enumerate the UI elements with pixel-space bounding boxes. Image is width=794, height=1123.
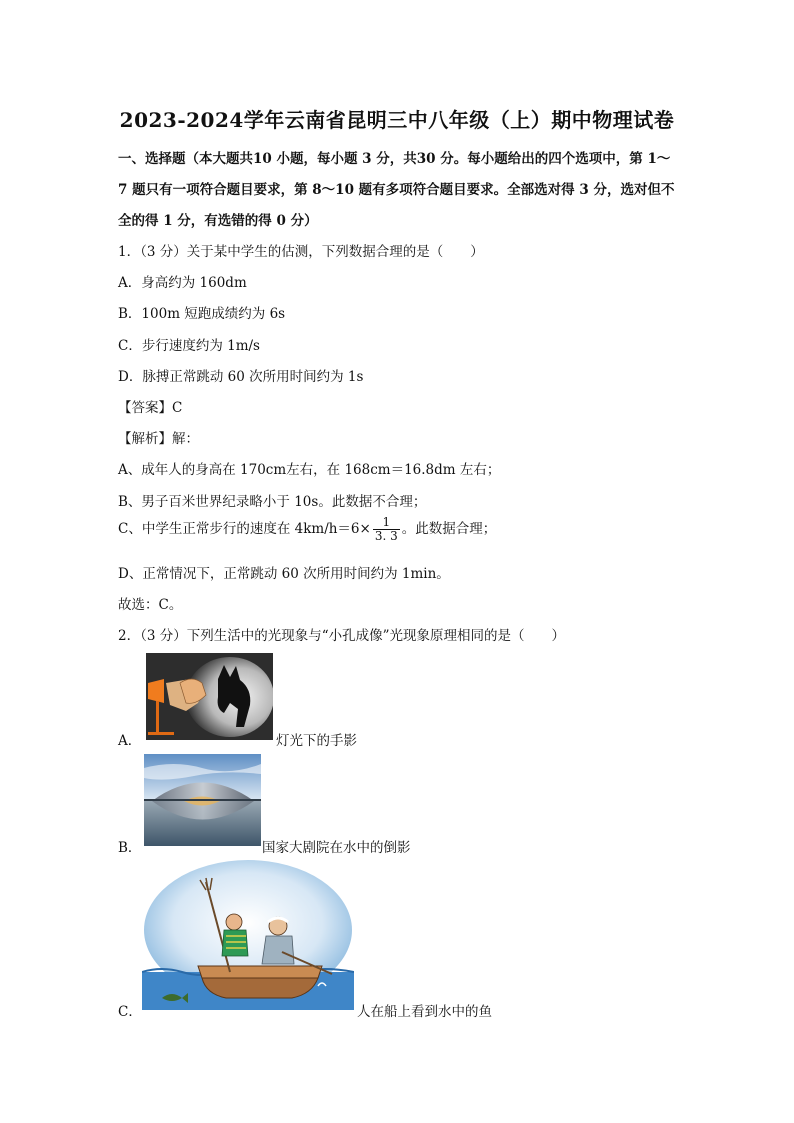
question-1-analysis-heading: 【解析】解： [118, 431, 199, 447]
theater-reflection-illustration [144, 754, 261, 846]
section-instructions-line-1: 一、选择题（本大题共10 小题，每小题 3 分，共30 分。每小题给出的四个选项中，第 1～ [118, 151, 671, 167]
question-1-option-b: B．100m 短跑成绩约为 6s [118, 306, 286, 322]
page-title: 2023-2024学年云南省昆明三中八年级（上）期中物理试卷 [119, 108, 675, 132]
question-2-option-a-letter: A． [118, 733, 142, 749]
boat-fish-image [142, 860, 354, 1010]
question-2-stem: 2．（3 分）下列生活中的光现象与“小孔成像”光现象原理相同的是（ ） [118, 628, 566, 644]
question-2-option-b-letter: B． [118, 840, 142, 856]
hand-shadow-illustration [146, 653, 273, 740]
question-1-option-d: D．脉搏正常跳动 60 次所用时间约为 1s [118, 369, 364, 385]
question-2-option-b-caption: 国家大剧院在水中的倒影 [262, 840, 411, 856]
theater-reflection-image [144, 754, 261, 846]
analysis-line-c [118, 516, 496, 543]
question-2-option-c-letter: C． [118, 1004, 142, 1020]
section-instructions-line-3: 全的得 1 分，有选错的得 0 分） [118, 213, 318, 229]
fraction-denominator: 3. 3 [374, 529, 398, 543]
question-1-answer: 【答案】C [118, 400, 183, 416]
question-2-option-c-caption: 人在船上看到水中的鱼 [357, 1004, 492, 1020]
question-1-conclusion: 故选：C。 [118, 597, 183, 613]
fraction [373, 516, 400, 543]
analysis-line-d: D、正常情况下，正常跳动 60 次所用时间约为 1min。 [118, 566, 450, 582]
question-2-option-a-caption: 灯光下的手影 [276, 733, 357, 749]
analysis-line-c-suffix: 。此数据合理； [401, 521, 497, 537]
section-instructions-line-2: 7 题只有一项符合题目要求，第 8～10 题有多项符合题目要求。全部选对得 3 分，选对但不 [118, 182, 675, 198]
hand-shadow-image [146, 653, 273, 740]
question-1-stem: 1．（3 分）关于某中学生的估测，下列数据合理的是（ ） [118, 244, 484, 260]
analysis-line-b: B、男子百米世界纪录略小于 10s。此数据不合理； [118, 494, 427, 510]
fraction-numerator: 1 [373, 516, 400, 530]
analysis-line-a: A、成年人的身高在 170cm左右，在 168cm＝16.8dm 左右； [118, 462, 501, 478]
question-1-option-c: C．步行速度约为 1m/s [118, 338, 260, 354]
analysis-line-c-prefix: C、中学生正常步行的速度在 4km/h＝6× [118, 521, 371, 537]
boat-fish-illustration [142, 860, 354, 1010]
question-1-option-a: A．身高约为 160dm [118, 275, 247, 291]
